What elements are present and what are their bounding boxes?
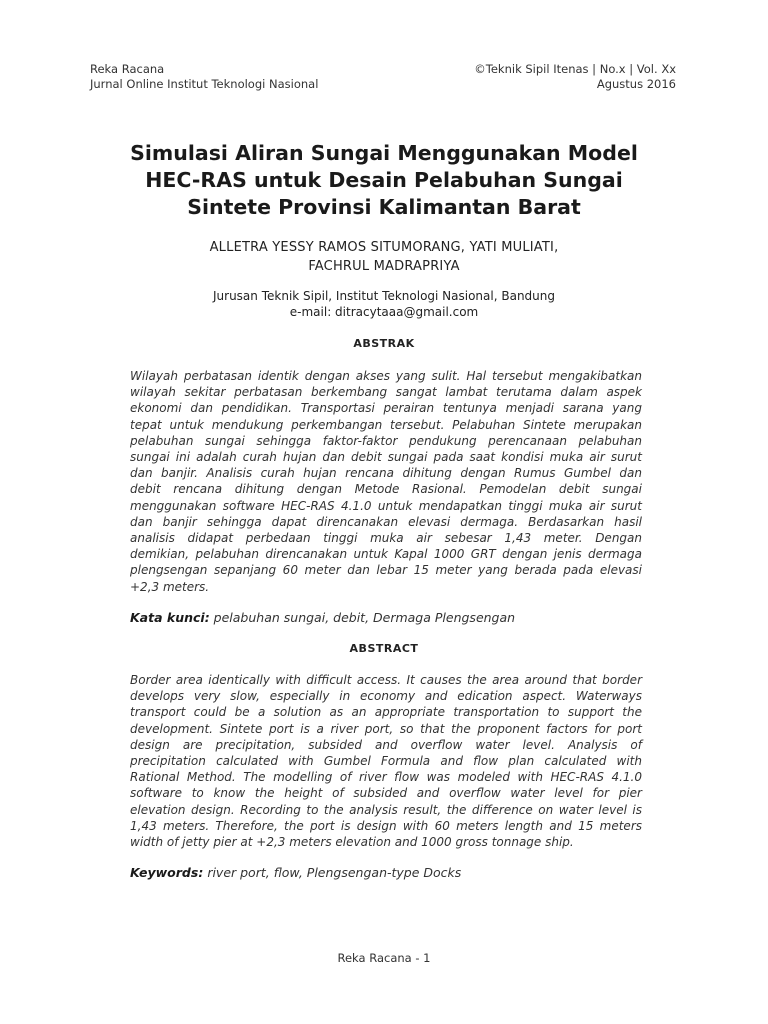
abstract-line: development. Sintete port is a river port, so that the proponent factors for port xyxy=(130,721,642,736)
abstract-line: design are precipitation, subsided and overflow water level. Analysis of xyxy=(130,737,642,752)
abstrak-line: analisis didapat perbedaan tinggi muka air sebesar 1,43 meter. Dengan xyxy=(130,531,642,546)
abstract-line: Rational Method. The modelling of river flow was modeled with HEC-RAS 4.1.0 xyxy=(130,770,642,785)
authors-line: FACHRUL MADRAPRIYA xyxy=(308,259,460,274)
keywords-line xyxy=(130,865,461,880)
abstrak-line: menggunakan software HEC-RAS 4.1.0 untuk mendapatkan tinggi muka air surut xyxy=(130,498,642,513)
abstrak-body xyxy=(130,368,642,595)
abstract-line: 1,43 meters. Therefore, the port is design with 60 meters length and 15 meters xyxy=(130,818,642,833)
abstrak-line: sungai ini adalah curah hujan dan debit sungai pada saat kondisi muka air surut xyxy=(130,450,642,465)
email: e-mail: ditracytaaa@gmail.com xyxy=(289,305,479,319)
affiliation-block xyxy=(90,288,678,320)
journal-full-name: Jurnal Online Institut Teknologi Nasional xyxy=(90,77,319,91)
abstract-heading: ABSTRACT xyxy=(349,642,419,655)
abstract-line: develops very slow, especially in economy and edication aspect. Waterways xyxy=(130,689,642,704)
abstrak-line: Wilayah perbatasan identik dengan akses yang sulit. Hal tersebut mengakibatkan xyxy=(130,369,642,383)
copyright-line: ©Teknik Sipil Itenas | No.x | Vol. Xx xyxy=(474,62,676,76)
abstrak-heading: ABSTRAK xyxy=(353,337,415,350)
abstract-body xyxy=(130,672,642,850)
paper-title xyxy=(90,140,678,221)
kata-kunci-values: pelabuhan sungai, debit, Dermaga Plengsengan xyxy=(213,610,516,625)
title-line: Simulasi Aliran Sungai Menggunakan Model xyxy=(130,141,638,165)
abstrak-line: +2,3 meters. xyxy=(130,579,210,594)
header-left xyxy=(90,62,318,92)
abstrak-line: debit rencana dihitung dengan Metode Rasional. Pemodelan debit sungai xyxy=(130,482,642,497)
issue-date: Agustus 2016 xyxy=(596,77,676,91)
authors-line: ALLETRA YESSY RAMOS SITUMORANG, YATI MULIATI, xyxy=(209,240,559,255)
abstrak-line: demikian, pelabuhan direncanakan untuk Kapal 1000 GRT dengan jenis dermaga xyxy=(130,547,642,562)
abstrak-line: ekonomi dan pendidikan. Transportasi perairan tentunya menjadi sarana yang xyxy=(130,401,642,416)
kata-kunci-line xyxy=(130,610,515,625)
title-line: HEC-RAS untuk Desain Pelabuhan Sungai xyxy=(145,168,623,192)
abstract-line: transport could be a solution as an appropriate transportation to support the xyxy=(130,705,642,720)
author-list xyxy=(90,238,678,276)
abstract-line: width of jetty pier at +2,3 meters elevation and 1000 gross tonnage ship. xyxy=(130,835,574,850)
abstract-line: Border area identically with difficult access. It causes the area around that border xyxy=(130,673,642,687)
affiliation: Jurusan Teknik Sipil, Institut Teknologi Nasional, Bandung xyxy=(213,289,555,303)
keywords-label: Keywords: xyxy=(130,865,204,880)
keywords-values: river port, flow, Plengsengan-type Docks xyxy=(207,865,462,880)
kata-kunci-label: Kata kunci: xyxy=(130,610,210,625)
abstrak-line: wilayah sekitar perbatasan berkembang sangat lambat terutama dalam aspek xyxy=(130,385,642,400)
abstract-line: software to know the height of subsided and overflow water level for pier xyxy=(130,786,642,801)
journal-name: Reka Racana xyxy=(90,62,165,76)
title-line: Sintete Provinsi Kalimantan Barat xyxy=(187,195,581,219)
abstrak-line: dan banjir. Analisis curah hujan rencana dihitung dengan Rumus Gumbel dan xyxy=(130,466,642,481)
abstrak-line: plengsengan sepanjang 60 meter dan lebar 15 meter yang berada pada elevasi xyxy=(130,563,642,578)
header-right xyxy=(474,62,676,92)
abstract-line: precipitation calculated with Gumbel Formula and flow plan calculated with xyxy=(130,754,642,769)
page-footer: Reka Racana - 1 xyxy=(337,951,431,965)
abstrak-line: dan banjir sehingga dapat direncanakan elevasi dermaga. Berdasarkan hasil xyxy=(130,514,642,529)
abstrak-line: pelabuhan sungai sehingga faktor-faktor pendukung perencanaan pelabuhan xyxy=(130,433,642,448)
abstract-line: elevation design. Recording to the analysis result, the difference on water level is xyxy=(130,802,642,817)
abstrak-line: tepat untuk mendukung perkembangan tersebut. Pelabuhan Sintete merupakan xyxy=(130,417,642,432)
